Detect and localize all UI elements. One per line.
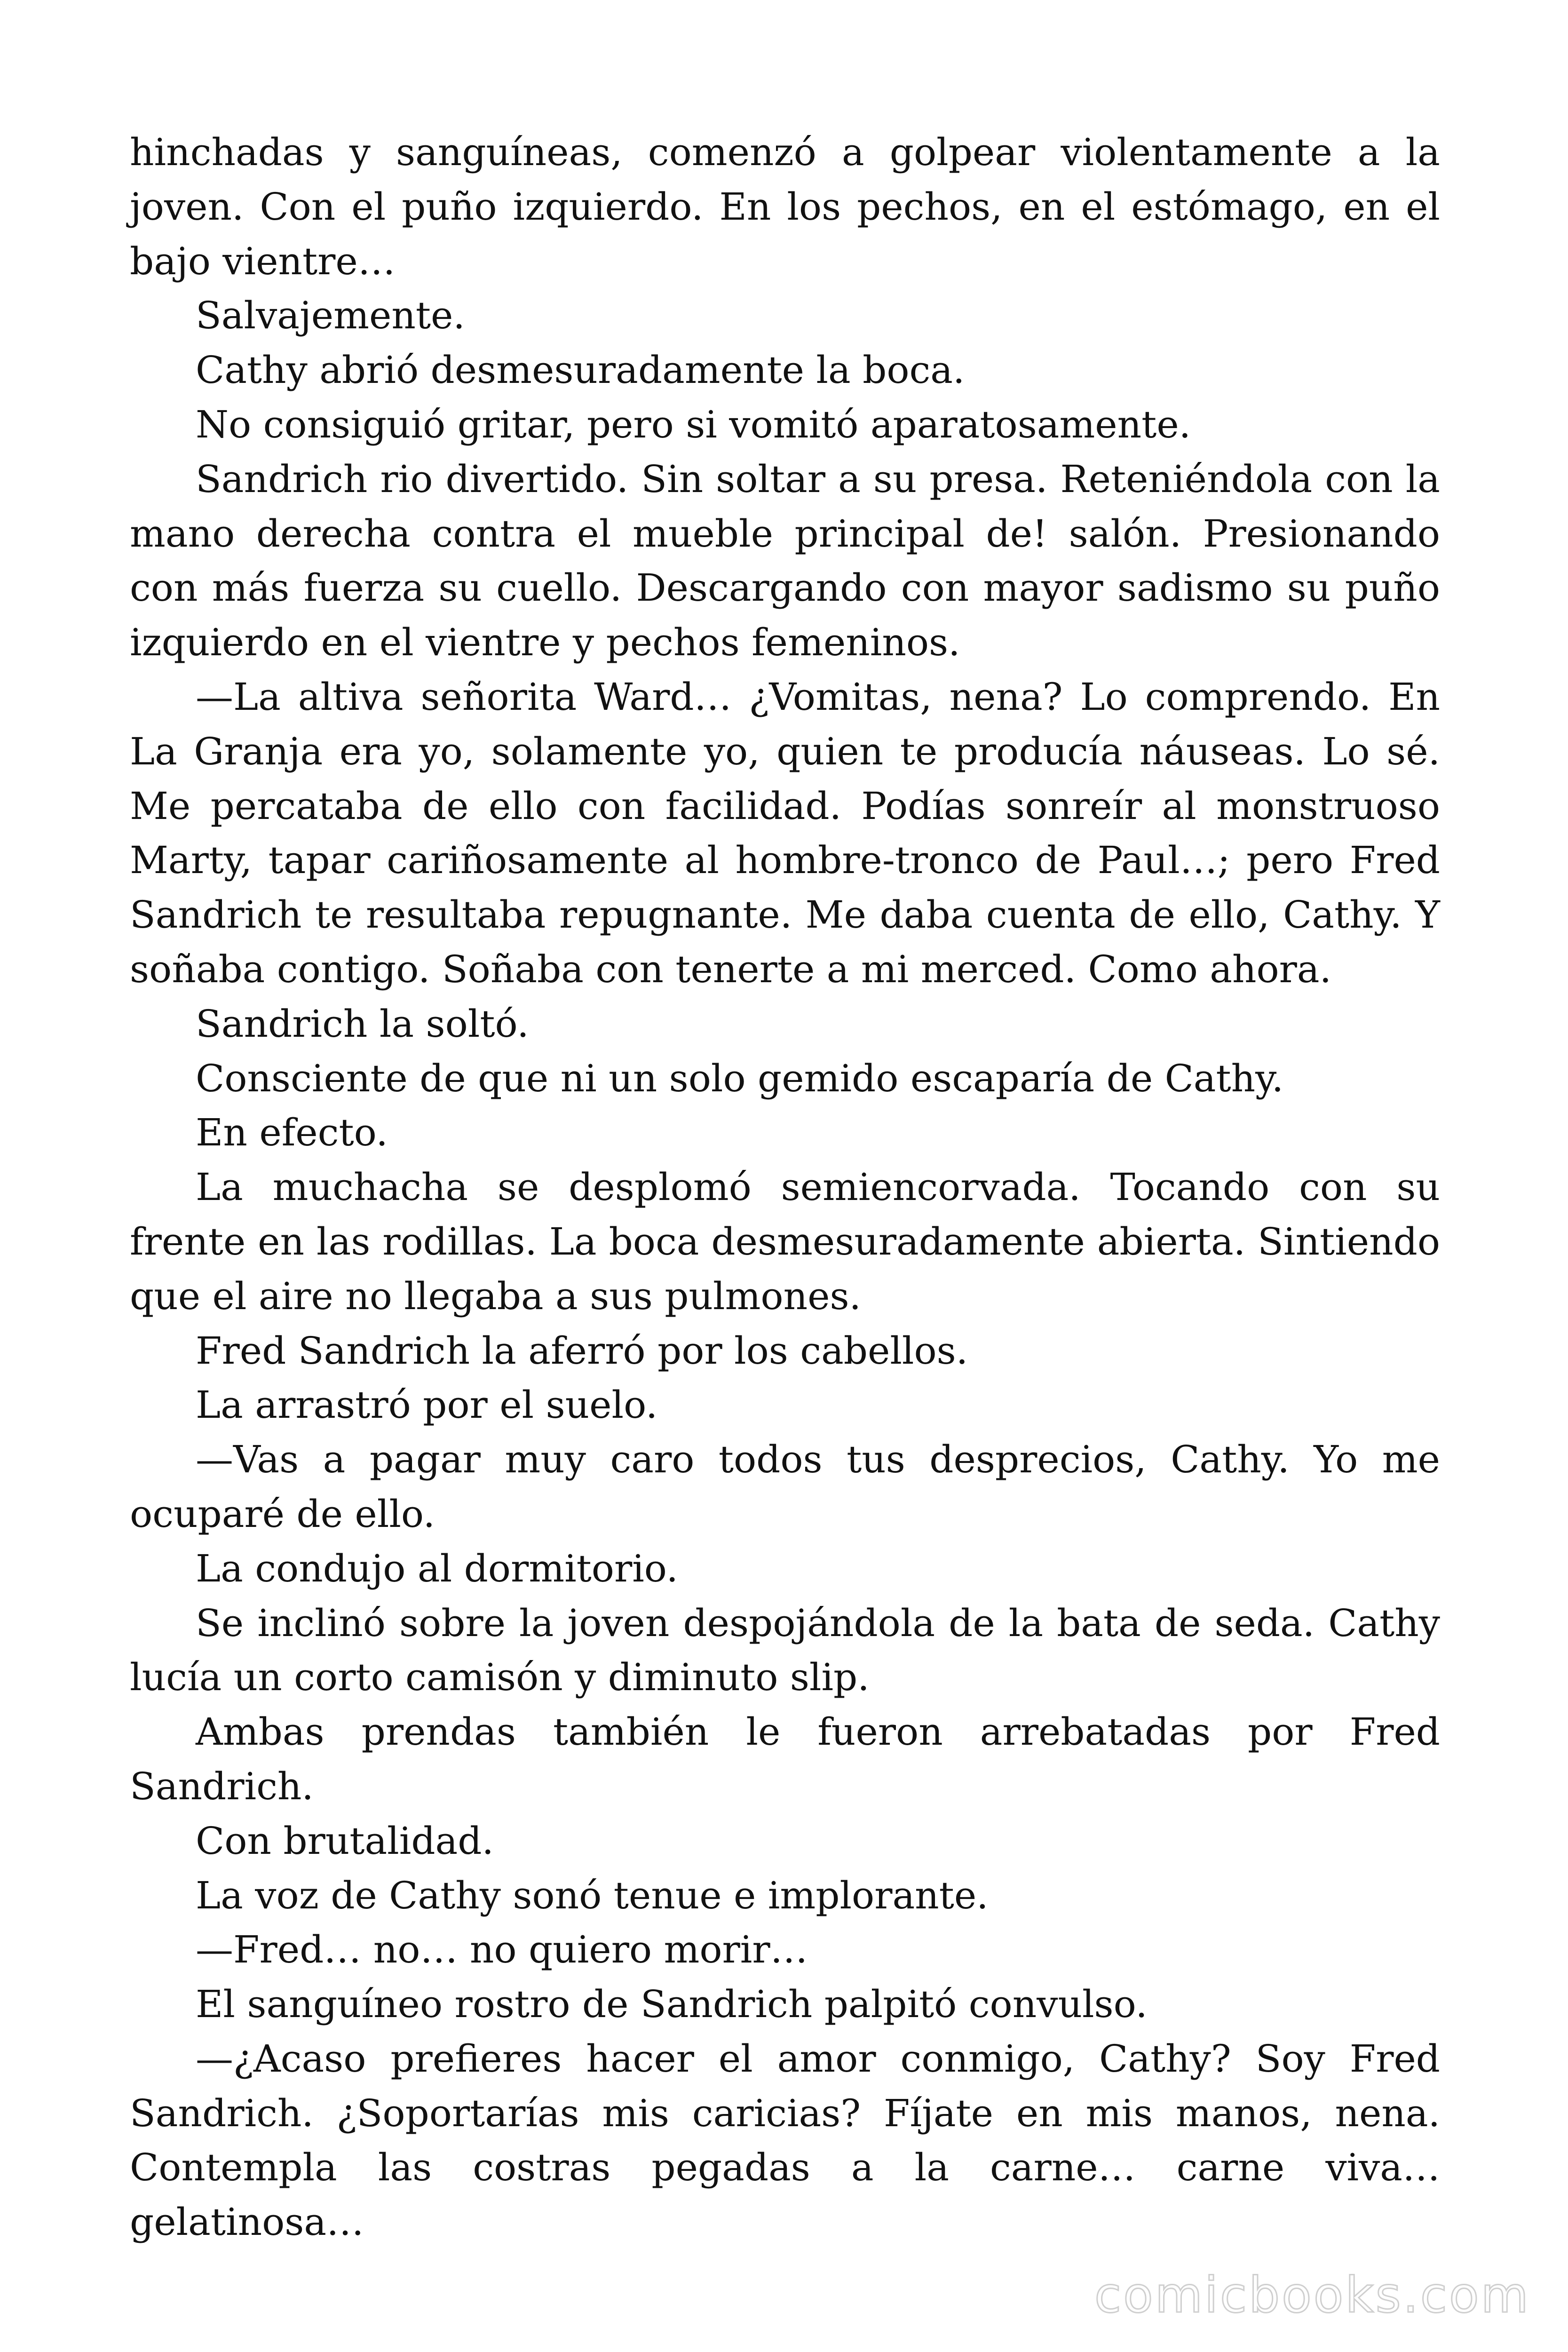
paragraph: Fred Sandrich la aferró por los cabellos. xyxy=(196,1328,968,1373)
paragraph: Ambas prendas también le fueron arrebatadas por Fred Sandrich. xyxy=(130,1710,1440,1808)
paragraph: —La altiva señorita Ward… ¿Vomitas, nena? Lo comprendo. En La Granja era yo, solamente yo, quien te producía náuseas. Lo sé. Me percataba de ello con facilidad. Podías sonreír al monstruoso Marty, tapar cariñosamente al hombre-tronco de Paul…; pero Fred Sandrich te resultaba repugnante. Me daba cuenta de ello, Cathy. Y soñaba contigo. Soñaba con tenerte a mi merced. Como ahora. xyxy=(130,675,1440,991)
paragraph: La arrastró por el suelo. xyxy=(196,1383,658,1427)
paragraph: Se inclinó sobre la joven despojándola de la bata de seda. Cathy lucía un corto camisón y diminuto slip. xyxy=(130,1601,1440,1700)
paragraph: Salvajemente. xyxy=(196,294,465,338)
page-body xyxy=(130,125,1440,2249)
paragraph: La condujo al dormitorio. xyxy=(196,1546,678,1590)
paragraph: —Fred… no… no quiero morir… xyxy=(196,1928,808,1972)
paragraph: Consciente de que ni un solo gemido escaparía de Cathy. xyxy=(196,1056,1284,1100)
paragraph: Cathy abrió desmesuradamente la boca. xyxy=(196,348,965,392)
paragraph: No consiguió gritar, pero si vomitó aparatosamente. xyxy=(196,402,1191,446)
paragraph: hinchadas y sanguíneas, comenzó a golpear violentamente a la joven. Con el puño izquierdo. En los pechos, en el estómago, en el bajo vientre… xyxy=(130,130,1440,283)
paragraph: El sanguíneo rostro de Sandrich palpitó convulso. xyxy=(196,1982,1148,2026)
paragraph: La voz de Cathy sonó tenue e implorante. xyxy=(196,1873,989,1917)
paragraph: La muchacha se desplomó semiencorvada. Tocando con su frente en las rodillas. La boca desmesuradamente abierta. Sintiendo que el aire no llegaba a sus pulmones. xyxy=(130,1165,1440,1318)
paragraph: Sandrich rio divertido. Sin soltar a su presa. Reteniéndola con la mano derecha contra el mueble principal de! salón. Presionando con más fuerza su cuello. Descargando con mayor sadismo su puño izquierdo en el vientre y pechos femeninos. xyxy=(130,457,1440,665)
paragraph: —¿Acaso prefieres hacer el amor conmigo, Cathy? Soy Fred Sandrich. ¿Soportarías mis caricias? Fíjate en mis manos, nena. Contempla las costras pegadas a la carne… carne viva… gelatinosa… xyxy=(130,2036,1440,2244)
paragraph: En efecto. xyxy=(196,1111,388,1155)
watermark: comicbooks.com xyxy=(1094,2266,1530,2324)
paragraph: Sandrich la soltó. xyxy=(196,1001,529,1046)
paragraph: —Vas a pagar muy caro todos tus desprecios, Cathy. Yo me ocuparé de ello. xyxy=(130,1438,1440,1536)
paragraph: Con brutalidad. xyxy=(196,1819,494,1863)
